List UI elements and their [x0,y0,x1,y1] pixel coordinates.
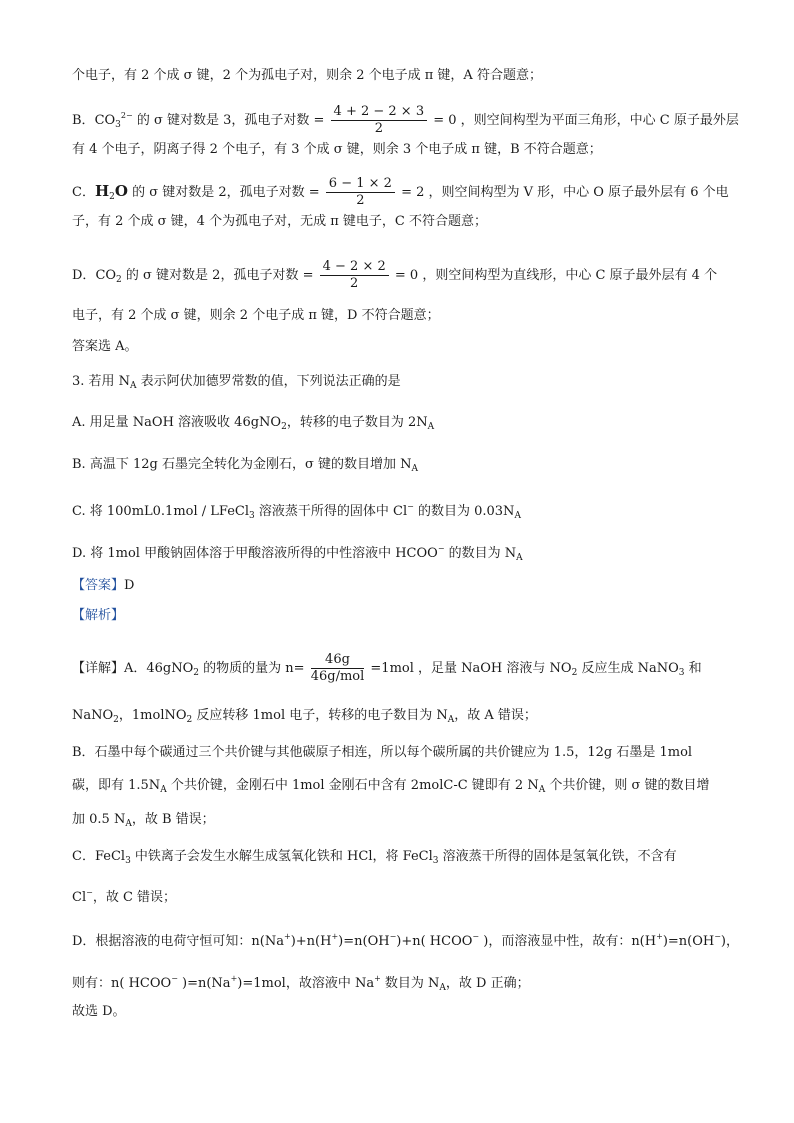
formula: O [114,182,128,200]
text: = 0 ，则空间构型为平面三角形，中心 C 原子最外层 [433,113,739,128]
answer-tag: 【答案】 [72,578,125,593]
text: =1mol ，足量 NaOH 溶液与 NO [370,661,572,676]
choice-a [72,414,434,436]
superscript: + [230,974,238,983]
superscript: + [656,932,663,941]
numerator: 6 − 1 × 2 [326,176,395,193]
text: 3. 若用 [72,374,119,389]
subscript: 2 [193,668,200,678]
analysis-tag-line [72,607,124,625]
text: 的物质的量为 n= [199,661,305,676]
detail-c-line-1 [72,848,677,870]
text: 答案选 A。 [72,339,138,354]
answer-value: D [124,578,135,593]
text: 中铁离子会发生水解生成氢氧化铁和 HCl，将 FeCl [130,849,433,864]
text: 故选 D。 [72,1004,126,1019]
superscript: + [331,932,339,941]
text: 则有：n( HCOO [72,976,172,991]
text: B． [72,113,95,128]
fraction [326,176,395,209]
text: D． [72,268,96,283]
text: A. 用足量 NaOH 溶液吸收 46gNO [72,415,282,430]
formula: CO [95,268,117,283]
text: )=n(OH [338,934,390,949]
superscript: − [472,932,480,941]
text: 的 σ 键对数是 2，孤电子对数 = [127,185,320,200]
text: 的 σ 键对数是 2，孤电子对数 = [121,268,314,283]
superscript: − [389,932,397,941]
subscript: A [411,464,418,474]
choice-b [72,456,418,478]
text: = 0 ，则空间构型为直线形，中心 C 原子最外层有 4 个 [394,268,718,283]
text: ，故 C 错误； [92,890,177,905]
detail-a-line-1 [72,652,702,685]
detail-d-line-1 [72,928,739,951]
text: )+n(H [290,934,332,949]
numerator: 4 + 2 − 2 × 3 [331,104,428,121]
superscript: − [714,932,721,941]
subscript: A [514,511,521,521]
text: 个共价键，金刚石中 1mol 金刚石中含有 2molC-C 键即有 2 N [166,778,539,793]
text-line [72,307,440,325]
text: ，1molNO [118,708,187,723]
subscript: A [160,785,167,795]
subscript: A [427,422,435,432]
text: ，故 A 错误； [454,708,537,723]
detail-b-line-3 [72,811,215,833]
formula: H [94,182,110,200]
text: )+n( HCOO [396,934,473,949]
subscript: A [130,381,137,391]
formula: CO [94,113,116,128]
text: )=1mol，故溶液中 Na [237,976,375,991]
option-c-line [72,176,729,209]
option-d-line [72,259,717,292]
detail-b-line-1 [72,744,692,762]
text: Cl [72,890,87,905]
text: 表示阿伏加德罗常数的值，下列说法正确的是 [136,374,401,389]
superscript: − [437,544,445,553]
detail-b-line-2 [72,777,710,799]
text: 的数目为 N [444,546,517,561]
denominator: 2 [374,121,383,136]
text: 溶液蒸干所得的固体中 Cl [254,504,408,519]
text-line [72,338,138,356]
text: C． [72,185,95,200]
text: 个共价键，则 σ 键的数目增 [545,778,710,793]
choice-c [72,498,521,525]
text: )， [720,934,739,949]
subscript: 2 [116,275,122,285]
text: ，故 D 正确； [445,976,530,991]
text: D. 将 1mol 甲酸钠固体溶于甲酸溶液所得的中性溶液中 HCOO [72,546,438,561]
subscript: 2 [186,715,193,725]
text: 的 σ 键对数是 3，孤电子对数 = [132,113,325,128]
text: = 2 ，则空间构型为 V 形，中心 O 原子最外层有 6 个电 [401,185,729,200]
subscript: 2 [571,668,578,678]
text: 【详解】A．46gNO [72,661,194,676]
denominator: 2 [350,276,359,291]
superscript: 2− [120,111,133,120]
analysis-tag: 【解析】 [72,608,125,623]
subscript: 3 [678,668,685,678]
subscript: 2 [281,422,287,432]
denominator: 2 [356,193,365,208]
text-line [72,141,602,159]
superscript: − [171,974,178,983]
text: NaNO [72,708,114,723]
subscript: 2 [109,192,115,202]
text: 的数目为 0.03N [413,504,515,519]
text: ，转移的电子数目为 2N [286,415,428,430]
text: 电子，有 2 个成 σ 键，则余 2 个电子成 π 键，D 不符合题意； [72,308,440,323]
detail-a-line-2 [72,707,537,729]
fraction [331,104,428,137]
text: B．石墨中每个碳通过三个共价键与其他碳原子相连，所以每个碳所属的共价键应为 1.5，12g 石墨是 1mol [72,745,693,760]
subscript: A [125,819,132,829]
subscript: 3 [432,856,439,866]
text-line [72,67,542,85]
text: 数目为 N [380,976,440,991]
text: ，故 B 错误； [131,812,215,827]
text: )=n(OH [662,934,715,949]
text: 子，有 2 个成 σ 键，4 个为孤电子对，无成 π 键电子，C 不符合题意； [72,214,487,229]
subscript: A [439,983,446,993]
conclusion-line [72,1003,126,1021]
text: C. 将 100mL0.1mol / LFeCl [72,504,250,519]
numerator: 46g [311,652,365,669]
numerator: 4 − 2 × 2 [320,259,389,276]
text: B. 高温下 12g 石墨完全转化为金刚石，σ 键的数目增加 N [72,457,412,472]
text: 碳，即有 1.5N [72,778,161,793]
subscript: A [516,553,523,563]
text: 反应生成 NaNO [577,661,679,676]
subscript: 3 [249,511,255,521]
superscript: − [86,888,93,897]
superscript: + [374,974,381,983]
subscript: 3 [125,856,131,866]
text: )=n(Na [177,976,231,991]
choice-d [72,540,523,567]
text: 个电子，有 2 个成 σ 键，2 个为孤电子对，则余 2 个电子成 π 键，A 符合题意； [72,68,542,83]
text: 反应转移 1mol 电子，转移的电子数目为 N [192,708,448,723]
subscript: A [538,785,546,795]
superscript: − [407,502,414,511]
text-line [72,213,487,231]
detail-d-line-2 [72,970,530,997]
subscript: A [447,715,455,725]
text: )，而溶液显中性，故有：n(H [479,934,657,949]
text: C．FeCl [72,849,126,864]
subscript: 3 [115,120,121,130]
fraction [320,259,389,292]
option-b-line [72,104,739,137]
superscript: + [284,932,291,941]
text: 有 4 个电子，阴离子得 2 个电子，有 3 个成 σ 键，则余 3 个电子成 π 键，B 不符合题意； [72,142,602,157]
text: D．根据溶液的电荷守恒可知：n(Na [72,934,284,949]
text: 加 0.5 N [72,812,126,827]
subscript: 2 [113,715,119,725]
fraction [311,652,365,685]
question-3-stem [72,373,401,395]
text: 和 [684,661,702,676]
text: 溶液蒸干所得的固体是氢氧化铁，不含有 [438,849,677,864]
detail-c-line-2 [72,884,176,907]
denominator: 46g/mol [310,669,365,684]
answer-line [72,577,134,595]
symbol: N [118,374,131,389]
